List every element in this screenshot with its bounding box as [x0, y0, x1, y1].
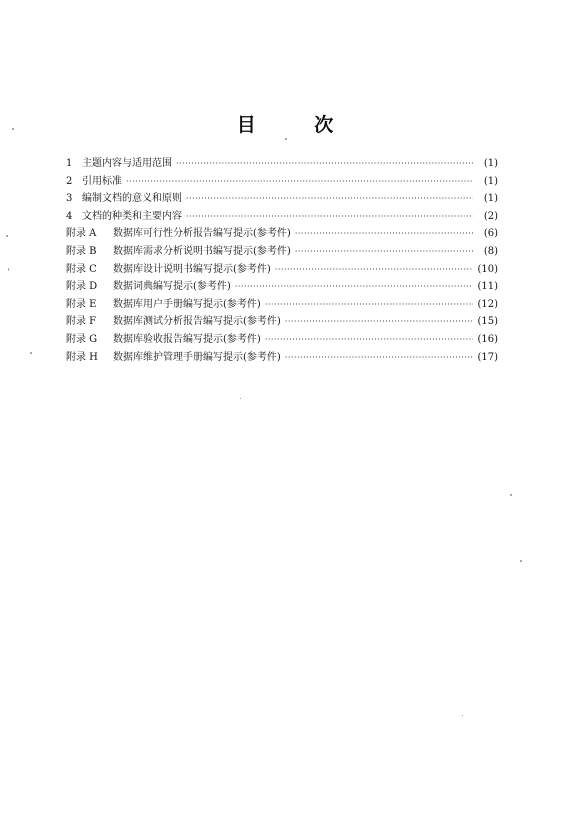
toc-entry — [66, 208, 498, 226]
dot-leader — [295, 225, 473, 243]
toc-entry-title: 编制文档的意义和原则 — [82, 193, 182, 205]
dot-leader — [265, 331, 473, 349]
toc-entry-page-number: (1) — [483, 175, 498, 187]
toc-entry-page-number: (8) — [483, 245, 498, 257]
toc-entry — [66, 190, 498, 208]
toc-entry — [66, 313, 498, 331]
page-title: 目 次 — [236, 114, 360, 136]
toc-entry-title: 引用标准 — [82, 175, 122, 187]
toc-entry — [66, 331, 498, 349]
toc-entry-page-number: (12) — [477, 298, 498, 310]
toc-entry — [66, 261, 498, 279]
dot-leader — [265, 296, 473, 314]
dot-leader — [176, 155, 473, 173]
toc-entry-label: 附录 E — [66, 298, 97, 310]
dot-leader — [285, 349, 473, 367]
toc-entry-page-number: (16) — [477, 333, 498, 345]
dot-leader — [235, 278, 473, 296]
toc-entry — [66, 278, 498, 296]
toc-entry-label: 附录 B — [66, 245, 97, 257]
toc-entry-label: 4 — [66, 210, 73, 222]
dot-leader — [126, 173, 473, 191]
toc-entry-title: 数据库设计说明书编写提示(参考件) — [113, 263, 271, 275]
toc-entry-page-number: (6) — [483, 228, 498, 240]
toc-entry-page-number: (10) — [477, 263, 498, 275]
dot-leader — [186, 190, 473, 208]
toc-entry-page-number: (1) — [483, 158, 498, 169]
toc-entry-title: 数据库验收报告编写提示(参考件) — [113, 333, 261, 345]
toc-entry-title: 数据词典编写提示(参考件) — [113, 281, 231, 293]
dot-leader — [295, 243, 473, 261]
table-of-contents — [66, 155, 498, 366]
toc-entry-label: 附录 H — [66, 351, 98, 363]
toc-entry-title: 主题内容与适用范围 — [82, 158, 172, 169]
toc-entry-label: 附录 C — [66, 263, 97, 275]
toc-entry — [66, 349, 498, 367]
toc-entry — [66, 173, 498, 191]
scan-speck — [462, 715, 463, 716]
toc-entry-label: 3 — [66, 193, 73, 205]
toc-entry-label: 附录 A — [66, 228, 97, 240]
dot-leader — [275, 261, 473, 279]
toc-entry-label: 2 — [66, 175, 73, 187]
toc-entry-title: 数据库维护管理手册编写提示(参考件) — [113, 351, 281, 363]
toc-entry-page-number: (15) — [477, 316, 498, 328]
toc-entry-label: 附录 D — [66, 281, 98, 293]
toc-entry-page-number: (2) — [483, 210, 498, 222]
toc-entry-title: 数据库测试分析报告编写提示(参考件) — [113, 316, 281, 328]
toc-entry — [66, 155, 498, 173]
toc-entry-title: 数据库需求分析说明书编写提示(参考件) — [113, 245, 291, 257]
toc-entry-title: 数据库用户手册编写提示(参考件) — [113, 298, 261, 310]
toc-entry — [66, 225, 498, 243]
scan-speck — [510, 494, 512, 496]
scan-speck — [6, 235, 8, 237]
scan-speck — [12, 128, 14, 130]
toc-entry-label: 附录 G — [66, 333, 98, 345]
toc-entry-label: 附录 F — [66, 316, 97, 328]
toc-entry-page-number: (1) — [483, 193, 498, 205]
scan-speck — [8, 268, 9, 271]
scan-speck — [240, 398, 241, 399]
toc-entry-label: 1 — [66, 158, 73, 169]
toc-entry-page-number: (11) — [477, 281, 498, 293]
toc-entry — [66, 243, 498, 261]
toc-entry-title: 文档的种类和主要内容 — [82, 210, 182, 222]
scan-speck — [520, 560, 522, 562]
toc-entry-page-number: (17) — [477, 351, 498, 363]
dot-leader — [186, 208, 473, 226]
scan-speck — [285, 138, 287, 140]
toc-entry-title: 数据库可行性分析报告编写提示(参考件) — [113, 228, 291, 240]
dot-leader — [285, 313, 473, 331]
toc-entry — [66, 296, 498, 314]
scan-speck — [30, 352, 32, 354]
